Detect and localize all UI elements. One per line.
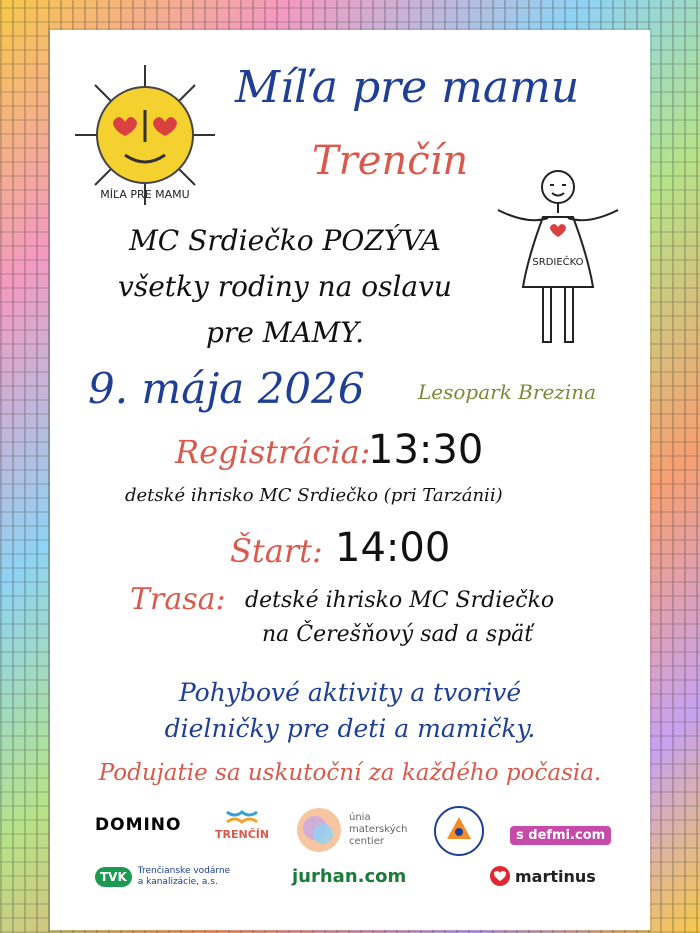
martinus-heart-icon bbox=[490, 866, 510, 886]
jurhan-logo: jurhan.com bbox=[292, 866, 407, 887]
svg-text:SRDIEČKO: SRDIEČKO bbox=[532, 257, 584, 268]
registration-place: detské ihrisko MC Srdiečko (pri Tarzánii) bbox=[125, 485, 503, 506]
invitation-text bbox=[85, 218, 485, 356]
route-line: na Čerešňový sad a späť bbox=[262, 622, 534, 647]
trencin-logo: TRENČÍN bbox=[215, 808, 269, 841]
svg-text:MÍĽA PRE MAMU: MÍĽA PRE MAMU bbox=[100, 188, 190, 201]
event-place: Lesopark Brezina bbox=[418, 380, 597, 404]
martinus-logo: martinus bbox=[490, 866, 596, 886]
unia-logo: únia materských centier bbox=[295, 806, 407, 854]
registration-time: 13:30 bbox=[368, 427, 484, 473]
sdefmi-logo: s defmi.com bbox=[510, 826, 611, 845]
activities-text bbox=[100, 675, 600, 747]
invite-line: MC Srdiečko POZÝVA bbox=[129, 224, 441, 257]
civil-protection-logo bbox=[433, 805, 485, 857]
page-title: Míľa pre mamu bbox=[235, 62, 580, 113]
route-line: detské ihrisko MC Srdiečko bbox=[245, 588, 555, 613]
trencin-crest-icon bbox=[225, 808, 259, 828]
page-subtitle: Trenčín bbox=[312, 138, 469, 184]
activities-line: dielničky pre deti a mamičky. bbox=[164, 714, 536, 743]
invite-line: pre MAMY. bbox=[205, 316, 365, 349]
activities-line: Pohybové aktivity a tvorivé bbox=[178, 678, 522, 707]
route-label: Trasa: bbox=[130, 582, 226, 617]
registration-label: Registrácia: bbox=[175, 433, 371, 471]
sun-logo-icon bbox=[70, 60, 220, 210]
weather-note: Podujatie sa uskutoční za každého počasia. bbox=[98, 760, 602, 786]
event-date: 9. mája 2026 bbox=[88, 364, 365, 413]
tvk-logo: TVK Trenčianske vodárne a kanalizácie, a.s. bbox=[95, 866, 230, 888]
civil-protection-emblem-icon bbox=[433, 805, 485, 857]
domino-logo: DOMINO bbox=[95, 815, 182, 835]
invite-line: všetky rodiny na oslavu bbox=[118, 270, 452, 303]
start-time: 14:00 bbox=[335, 525, 451, 571]
start-label: Štart: bbox=[230, 532, 323, 570]
unia-circle-icon bbox=[295, 806, 343, 854]
srdiecko-woman-icon bbox=[488, 165, 628, 350]
